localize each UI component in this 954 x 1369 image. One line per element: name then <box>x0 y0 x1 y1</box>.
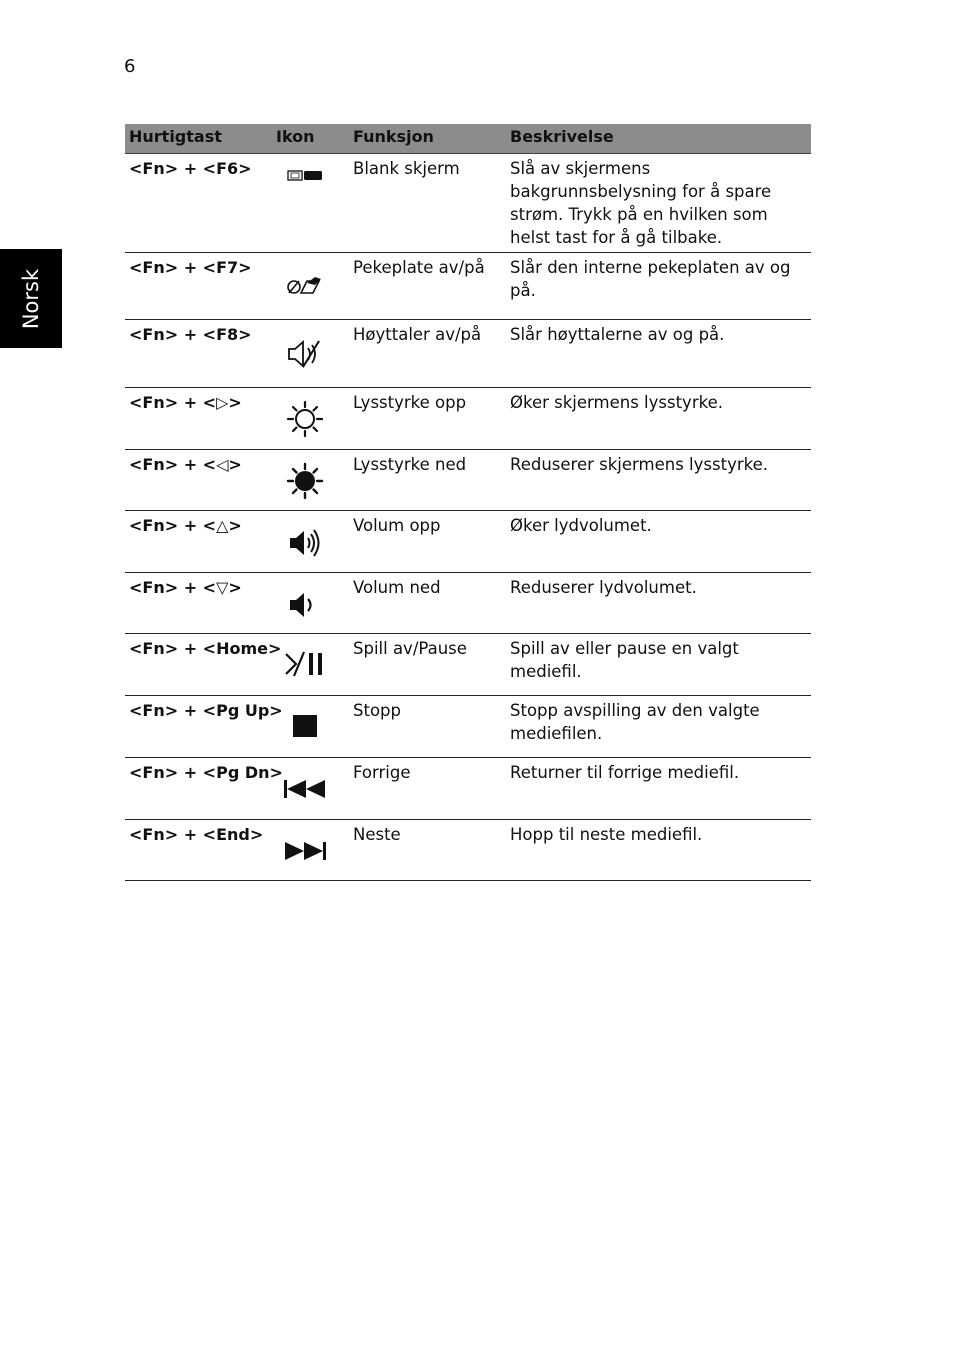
description-cell: Øker lydvolumet. <box>510 516 652 535</box>
hotkey-cell: <Fn> + <Home> <box>129 639 282 658</box>
function-cell: Forrige <box>353 763 411 782</box>
hotkey-cell: <Fn> + <End> <box>129 825 264 844</box>
table-row <box>125 450 811 511</box>
description-cell: Slå av skjermens bakgrunnsbelysning for å spare strøm. Trykk på en hvilken som helst tast for å gå tilbake. <box>510 159 772 247</box>
speaker-toggle-icon <box>280 334 330 374</box>
description-cell: Hopp til neste mediefil. <box>510 825 703 844</box>
touchpad-toggle-icon <box>280 265 330 305</box>
hotkey-cell: <Fn> + <△> <box>129 516 242 535</box>
language-side-tab <box>0 249 62 348</box>
table-row <box>125 253 811 320</box>
table-row <box>125 320 811 388</box>
next-icon <box>280 831 330 871</box>
function-cell: Stopp <box>353 701 401 720</box>
brightness-down-icon <box>280 461 330 501</box>
table-row <box>125 634 811 696</box>
description-cell: Spill av eller pause en valgt mediefil. <box>510 639 739 681</box>
hotkey-cell: <Fn> + <Pg Dn> <box>129 763 283 782</box>
description-cell: Øker skjermens lysstyrke. <box>510 393 723 412</box>
header-icon: Ikon <box>276 127 315 146</box>
table-row <box>125 696 811 758</box>
function-cell: Spill av/Pause <box>353 639 467 658</box>
table-row <box>125 154 811 253</box>
header-hotkey: Hurtigtast <box>129 127 222 146</box>
stop-icon <box>280 706 330 746</box>
side-tab-label: Norsk <box>19 268 43 330</box>
play-pause-icon <box>280 644 330 684</box>
table-row <box>125 511 811 573</box>
hotkey-cell: <Fn> + <Pg Up> <box>129 701 283 720</box>
description-cell: Reduserer lydvolumet. <box>510 578 697 597</box>
hotkey-cell: <Fn> + <◁> <box>129 455 242 474</box>
function-cell: Lysstyrke ned <box>353 455 467 474</box>
volume-up-icon <box>280 523 330 563</box>
description-cell: Returner til forrige mediefil. <box>510 763 740 782</box>
function-cell: Lysstyrke opp <box>353 393 467 412</box>
table-row <box>125 758 811 820</box>
header-description: Beskrivelse <box>510 127 614 146</box>
hotkey-cell: <Fn> + <▷> <box>129 393 242 412</box>
description-cell: Reduserer skjermens lysstyrke. <box>510 455 768 474</box>
function-cell: Neste <box>353 825 401 844</box>
table-row <box>125 573 811 634</box>
function-cell: Volum opp <box>353 516 441 535</box>
page-number: 6 <box>124 56 136 77</box>
description-cell: Slår den interne pekeplaten av og på. <box>510 258 791 300</box>
hotkey-cell: <Fn> + <▽> <box>129 578 242 597</box>
function-cell: Pekeplate av/på <box>353 258 485 277</box>
previous-icon <box>280 769 330 809</box>
hotkey-table <box>125 124 811 881</box>
function-cell: Høyttaler av/på <box>353 325 482 344</box>
blank-screen-icon <box>280 164 330 188</box>
function-cell: Volum ned <box>353 578 441 597</box>
table-row <box>125 388 811 450</box>
brightness-up-icon <box>280 399 330 439</box>
hotkey-cell: <Fn> + <F6> <box>129 159 252 178</box>
hotkey-cell: <Fn> + <F7> <box>129 258 252 277</box>
table-row <box>125 820 811 881</box>
hotkey-cell: <Fn> + <F8> <box>129 325 252 344</box>
description-cell: Stopp avspilling av den valgte mediefilen. <box>510 701 760 743</box>
function-cell: Blank skjerm <box>353 159 460 178</box>
description-cell: Slår høyttalerne av og på. <box>510 325 725 344</box>
table-header <box>125 124 811 154</box>
volume-down-icon <box>280 585 330 625</box>
header-function: Funksjon <box>353 127 434 146</box>
